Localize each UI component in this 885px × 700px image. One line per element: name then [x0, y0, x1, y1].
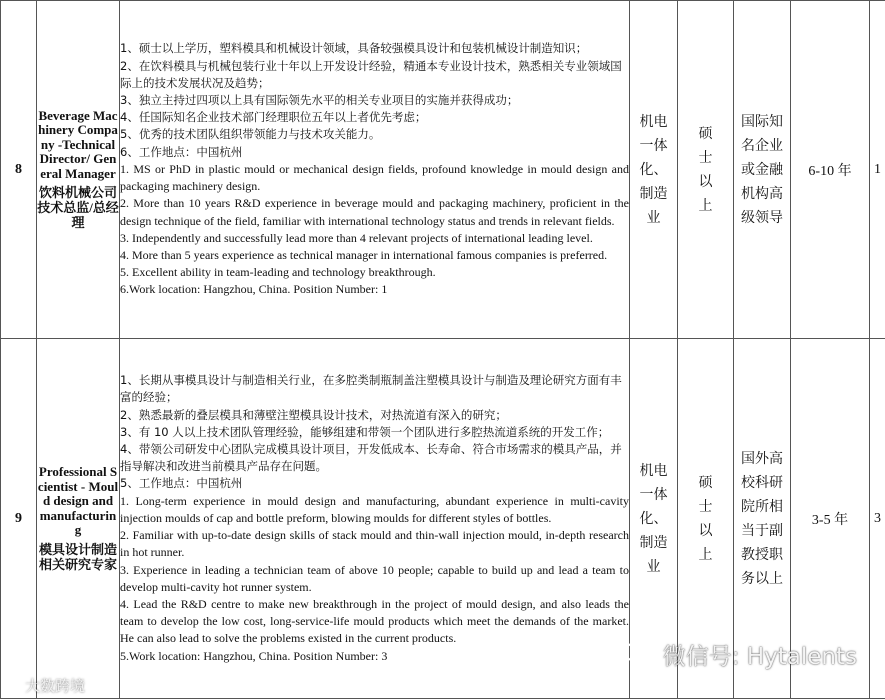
requirement-item: 5.Work location: Hangzhou, China. Position Number: 3: [120, 648, 388, 663]
watermark-text: 微信号: Hytalents: [662, 644, 857, 670]
background-line: 国际知: [741, 113, 783, 130]
row-number: 9: [1, 339, 37, 699]
major-field-line: 一体: [639, 486, 668, 503]
major-field-line: 机电: [639, 113, 668, 130]
degree-line: 上: [698, 546, 713, 563]
background-line: 教授职: [741, 546, 783, 563]
position-title-cn: 模具设计制造相关研究专家: [38, 541, 117, 572]
requirement-item: 4、带领公司研发中心团队完成模具设计项目，开发低成本、长寿命、符合市场需求的模具产品，并指导解决和改进当前模具产品存在问题。: [120, 442, 622, 474]
major-field-line: 化、: [639, 161, 668, 178]
position-title: [37, 1, 120, 339]
degree-line: 士: [698, 149, 713, 166]
requirement-item: 2、在饮料模具与机械包装行业十年以上开发设计经验，精通本专业设计技术，熟悉相关专业领域国际上的技术发展状况及趋势；: [120, 58, 622, 90]
major-field-line: 业: [646, 209, 661, 226]
requirement-item: 5. Excellent ability in team-leading and technology breakthrough.: [120, 265, 436, 280]
position-title: [37, 339, 120, 699]
logo-text: 大数跨境: [25, 676, 86, 695]
major-field-line: 制造: [639, 534, 668, 551]
major-field-line: 一体: [639, 137, 668, 154]
row-number: 8: [1, 1, 37, 339]
requirement-item: 2、熟悉最新的叠层模具和薄壁注塑模具设计技术，对热流道有深入的研究；: [120, 407, 507, 422]
background-line: 或金融: [741, 161, 783, 178]
experience-years: 6-10 年: [791, 1, 870, 339]
requirement-item: 6.Work location: Hangzhou, China. Position Number: 1: [120, 282, 388, 297]
requirement-item: 1、硕士以上学历，塑料模具和机械设计领域，具备较强模具设计和包装机械设计制造知识；: [120, 41, 588, 56]
background-line: 务以上: [741, 570, 783, 587]
corner-logo: [0, 674, 85, 696]
background-line: 级领导: [741, 209, 783, 226]
wechat-watermark: [623, 638, 857, 671]
background-line: 国外高: [741, 450, 783, 467]
requirement-item: 5、优秀的技术团队组织带领能力与技术攻关能力。: [120, 127, 381, 142]
degree-line: 士: [698, 498, 713, 515]
background-line: 当于副: [741, 522, 783, 539]
experience-years: 3-5 年: [791, 339, 870, 699]
background-line: 机构高: [741, 185, 783, 202]
background-line: 院所相: [741, 498, 783, 515]
major-field-line: 业: [646, 558, 661, 575]
requirements: [120, 339, 630, 699]
requirements: [120, 1, 630, 339]
requirement-item: 4. Lead the R&D centre to make new breakthrough in the project of mould design, and also leads the team to develop the low cost, long-service-life mould products which meet the demands of the market. He can also lead to solve the problems existed in the current products.: [120, 596, 629, 646]
requirement-item: 1. Long-term experience in mould design and manufacturing, abundant experience in multi-cavity injection moulds of cap and bottle preform, blowing moulds for different styles of bottles.: [120, 493, 629, 525]
position-title-en: Beverage Machinery Company -Technical Director/ General Manager: [38, 107, 118, 181]
requirement-item: 1、长期从事模具设计与制造相关行业，在多腔类制瓶制盖注塑模具设计与制造及理论研究方面有丰富的经验；: [120, 373, 622, 405]
requirement-item: 3. Experience in leading a technician team of above 10 people; capable to build up and lead a team to develop multi-cavity hot runner system.: [120, 562, 629, 594]
degree-line: 硕: [698, 125, 713, 142]
requirement-item: 6、工作地点：中国杭州: [120, 144, 243, 159]
major-field: [630, 1, 678, 339]
major-field-line: 制造: [639, 185, 668, 202]
major-field-line: 化、: [639, 510, 668, 527]
background-line: 名企业: [741, 137, 783, 154]
degree: [678, 1, 734, 339]
requirement-item: 3. Independently and successfully lead more than 4 relevant projects of international leading level.: [120, 230, 593, 245]
requirement-item: 3、有 10 人以上技术团队管理经验，能够组建和带领一个团队进行多腔热流道系统的开发工作；: [120, 424, 610, 439]
background-line: 校科研: [741, 474, 783, 491]
major-field-line: 机电: [639, 462, 668, 479]
background: [734, 1, 791, 339]
position-title-cn: 饮料机械公司技术总监/总经理: [37, 185, 119, 231]
position-count: 3: [870, 339, 885, 699]
requirement-item: 1. MS or PhD in plastic mould or mechanical design fields, profound knowledge in mould design and packaging machinery design.: [120, 161, 629, 194]
degree-line: 硕: [698, 474, 713, 491]
degree-line: 以: [698, 173, 713, 190]
position-count: 1: [870, 1, 885, 339]
degree-line: 上: [698, 197, 713, 214]
globe-logo-icon: [0, 674, 22, 696]
degree-line: 以: [698, 522, 713, 539]
table-row: [1, 1, 885, 339]
position-title-en: Professional Scientist - Mould design and manufacturing: [37, 464, 119, 538]
requirement-item: 3、独立主持过四项以上具有国际领先水平的相关专业项目的实施并获得成功；: [120, 93, 519, 108]
requirement-item: 5、工作地点：中国杭州: [120, 476, 243, 491]
wechat-icon: [623, 641, 657, 669]
requirement-item: 2. Familiar with up-to-date design skills of stack mould and thin-wall injection mould, in-depth research in hot runner.: [120, 528, 629, 560]
requirement-item: 2. More than 10 years R&D experience in beverage mould and packaging machinery, proficient in the design technique of the field, familiar with international technology status and trends in relevant fields.: [120, 196, 629, 228]
requirement-item: 4. More than 5 years experience as technical manager in international famous companies is preferred.: [120, 247, 608, 262]
requirement-item: 4、任国际知名企业技术部门经理职位五年以上者优先考虑；: [120, 110, 427, 125]
